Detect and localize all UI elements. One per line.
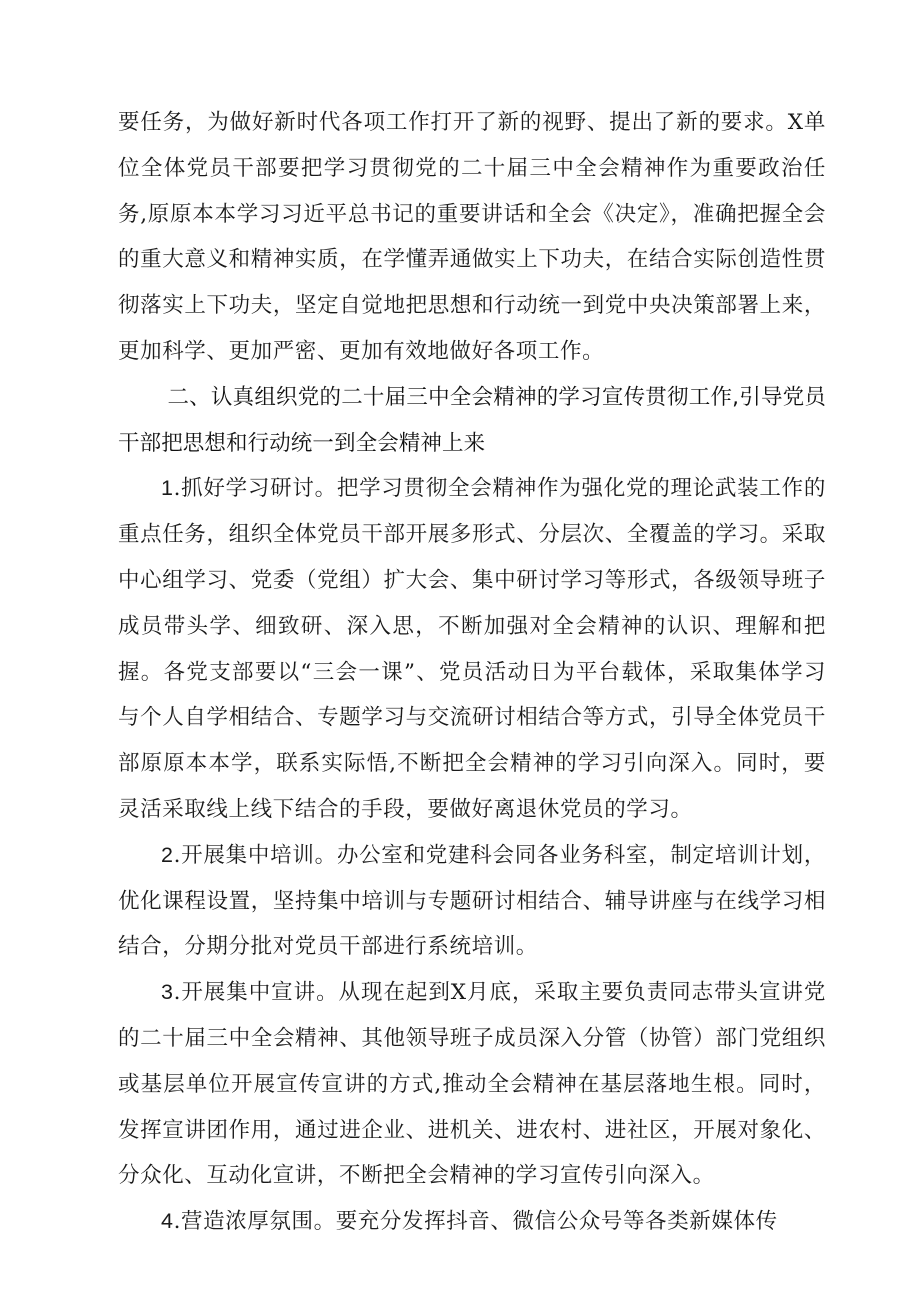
section-heading: 二、认真组织党的二十届三中全会精神的学习宣传贯彻工作,引导党员干部把思想和行动统一到全会精神上来 [118,384,826,456]
item-number: 3 [161,980,174,1005]
item-number: 2 [161,842,174,867]
list-item [118,833,826,970]
list-item [118,1199,826,1245]
list-item [118,970,826,1199]
intro-paragraph: 要任务，为做好新时代各项工作打开了新的视野、提出了新的要求。X单位全体党员干部要把学习贯彻党的二十届三中全会精神作为重要政治任务,原原本本学习习近平总书记的重要讲话和全会《决定》，准确把握全会的重大意义和精神实质，在学懂弄通做实上下功夫，在结合实际创造性贯彻落实上下功夫，坚定自觉地把思想和行动统一到党中央决策部署上来，更加科学、更加严密、更加有效地做好各项工作。 [118,110,826,364]
item-number: 1 [161,476,174,501]
item-text: .营造浓厚氛围。要充分发挥抖音、微信公众号等各类新媒体传 [173,1209,778,1235]
item-text: .抓好学习研讨。把学习贯彻全会精神作为强化党的理论武装工作的重点任务，组织全体党员干部开展多形式、分层次、全覆盖的学习。采取中心组学习、党委（党组）扩大会、集中研讨学习等形式，各级领导班子成员带头学、细致研、深入思，不断加强对全会精神的认识、理解和把握。各党支部要以“三会一课”、党员活动日为平台载体，采取集体学习与个人自学相结合、专题学习与交流研讨相结合等方式，引导全体党员干部原原本本学，联系实际悟,不断把全会精神的学习引向深入。同时，要灵活采取线上线下结合的手段，要做好离退休党员的学习。 [118,476,826,822]
item-text: .开展集中培训。办公室和党建科会同各业务科室，制定培训计划，优化课程设置，坚持集中培训与专题研讨相结合、辅导讲座与在线学习相结合，分期分批对党员干部进行系统培训。 [118,842,826,960]
item-number: 4 [161,1209,174,1234]
list-item [118,466,826,832]
item-text: .开展集中宣讲。从现在起到X月底，采取主要负责同志带头宣讲党的二十届三中全会精神、其他领导班子成员深入分管（协管）部门党组织或基层单位开展宣传宣讲的方式,推动全会精神在基层落地生根。同时，发挥宣讲团作用，通过进企业、进机关、进农村、进社区，开展对象化、分众化、互动化宣讲，不断把全会精神的学习宣传引向深入。 [118,980,826,1189]
document-page [118,100,826,1245]
